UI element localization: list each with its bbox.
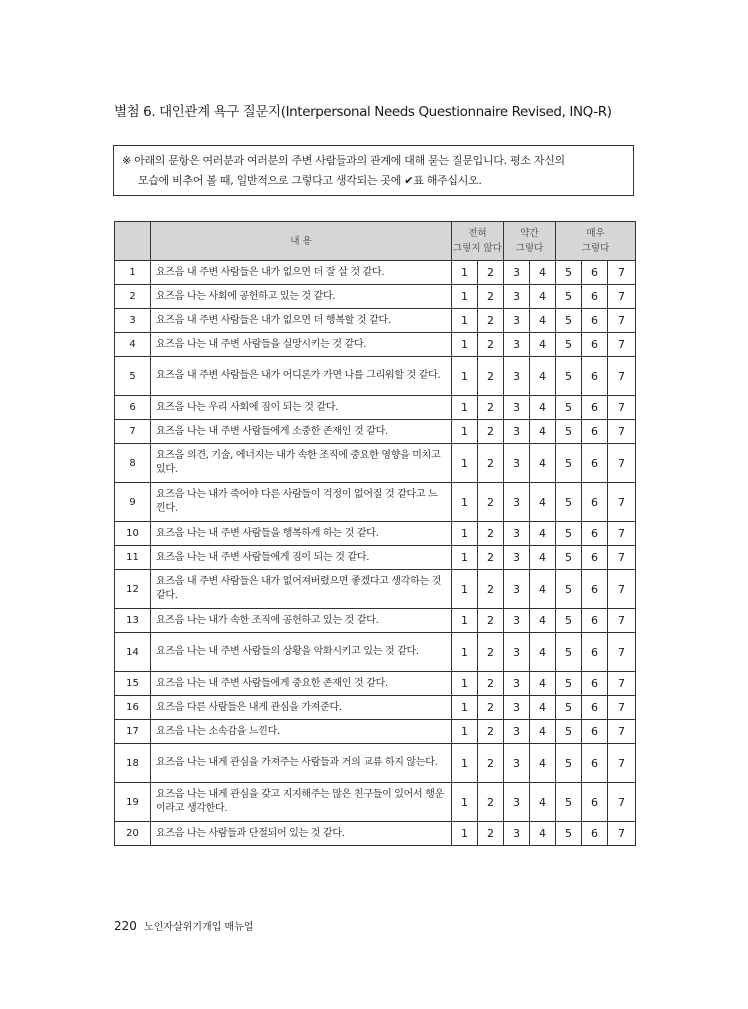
scale-option-3[interactable]: 3: [504, 546, 530, 570]
scale-option-7[interactable]: 7: [608, 261, 636, 285]
scale-option-1[interactable]: 1: [452, 609, 478, 633]
scale-option-4[interactable]: 4: [530, 357, 556, 396]
scale-option-1[interactable]: 1: [452, 546, 478, 570]
header-scale-high: [556, 222, 636, 261]
scale-option-3[interactable]: 3: [504, 720, 530, 744]
scale-option-5[interactable]: 5: [556, 609, 582, 633]
scale-option-1[interactable]: 1: [452, 309, 478, 333]
scale-option-4[interactable]: 4: [530, 420, 556, 444]
scale-option-7[interactable]: 7: [608, 333, 636, 357]
page-number: 220: [114, 919, 137, 933]
scale-option-2[interactable]: 2: [478, 609, 504, 633]
table-row: [115, 285, 636, 309]
scale-option-1[interactable]: 1: [452, 261, 478, 285]
scale-option-4[interactable]: 4: [530, 522, 556, 546]
scale-option-2[interactable]: 2: [478, 822, 504, 846]
scale-option-1[interactable]: 1: [452, 672, 478, 696]
scale-option-6[interactable]: 6: [582, 546, 608, 570]
scale-option-2[interactable]: 2: [478, 333, 504, 357]
scale-option-5[interactable]: 5: [556, 672, 582, 696]
item-number: 11: [115, 546, 151, 570]
scale-option-1[interactable]: 1: [452, 570, 478, 609]
scale-option-4[interactable]: 4: [530, 546, 556, 570]
scale-option-7[interactable]: 7: [608, 570, 636, 609]
item-statement: 요즈음 나는 내 주변 사람들에게 짐이 되는 것 같다.: [151, 546, 452, 570]
scale-option-4[interactable]: 4: [530, 696, 556, 720]
scale-option-2[interactable]: 2: [478, 672, 504, 696]
scale-option-2[interactable]: 2: [478, 522, 504, 546]
scale-option-3[interactable]: 3: [504, 261, 530, 285]
item-number: 9: [115, 483, 151, 522]
scale-option-3[interactable]: 3: [504, 309, 530, 333]
item-number: 7: [115, 420, 151, 444]
scale-option-2[interactable]: 2: [478, 285, 504, 309]
scale-option-7[interactable]: 7: [608, 420, 636, 444]
scale-option-6[interactable]: 6: [582, 633, 608, 672]
scale-option-2[interactable]: 2: [478, 420, 504, 444]
item-number: 18: [115, 744, 151, 783]
table-row: [115, 720, 636, 744]
scale-option-5[interactable]: 5: [556, 744, 582, 783]
scale-option-1[interactable]: 1: [452, 822, 478, 846]
item-number: 4: [115, 333, 151, 357]
scale-option-7[interactable]: 7: [608, 744, 636, 783]
scale-option-7[interactable]: 7: [608, 357, 636, 396]
scale-option-2[interactable]: 2: [478, 444, 504, 483]
scale-option-4[interactable]: 4: [530, 444, 556, 483]
scale-option-3[interactable]: 3: [504, 285, 530, 309]
scale-option-4[interactable]: 4: [530, 672, 556, 696]
scale-option-1[interactable]: 1: [452, 285, 478, 309]
scale-option-2[interactable]: 2: [478, 570, 504, 609]
scale-option-3[interactable]: 3: [504, 696, 530, 720]
scale-option-1[interactable]: 1: [452, 783, 478, 822]
scale-option-7[interactable]: 7: [608, 720, 636, 744]
scale-option-5[interactable]: 5: [556, 822, 582, 846]
scale-option-1[interactable]: 1: [452, 396, 478, 420]
table-row: [115, 420, 636, 444]
scale-option-5[interactable]: 5: [556, 633, 582, 672]
scale-option-7[interactable]: 7: [608, 822, 636, 846]
item-statement: 요즈음 나는 내 주변 사람들에게 소중한 존재인 것 같다.: [151, 420, 452, 444]
header-scale-mid: [504, 222, 556, 261]
check-mark-icon: ✔: [404, 174, 414, 187]
table-row: [115, 633, 636, 672]
table-row: [115, 696, 636, 720]
table-row: [115, 609, 636, 633]
item-number: 20: [115, 822, 151, 846]
scale-option-5[interactable]: 5: [556, 522, 582, 546]
scale-option-6[interactable]: 6: [582, 720, 608, 744]
item-statement: 요즈음 나는 내 주변 사람들을 행복하게 하는 것 같다.: [151, 522, 452, 546]
item-statement: 요즈음 내 주변 사람들은 내가 어디론가 가면 나를 그리워할 것 같다.: [151, 357, 452, 396]
scale-option-6[interactable]: 6: [582, 285, 608, 309]
header-scale-low: [452, 222, 504, 261]
scale-option-1[interactable]: 1: [452, 357, 478, 396]
instruction-line-1: ※ 아래의 문항은 여러분과 여러분의 주변 사람들과의 관계에 대해 묻는 질문입니다. 평소 자신의: [122, 154, 565, 167]
instruction-line-2-text: 모습에 비추어 볼 때, 일반적으로 그렇다고 생각되는 곳에: [138, 174, 402, 187]
scale-option-5[interactable]: 5: [556, 261, 582, 285]
scale-option-6[interactable]: 6: [582, 396, 608, 420]
scale-option-4[interactable]: 4: [530, 483, 556, 522]
scale-option-5[interactable]: 5: [556, 333, 582, 357]
scale-option-1[interactable]: 1: [452, 483, 478, 522]
table-row: [115, 672, 636, 696]
scale-option-2[interactable]: 2: [478, 546, 504, 570]
scale-option-3[interactable]: 3: [504, 444, 530, 483]
scale-option-5[interactable]: 5: [556, 420, 582, 444]
item-statement: 요즈음 다른 사람들은 내게 관심을 가져준다.: [151, 696, 452, 720]
item-number: 10: [115, 522, 151, 546]
scale-option-1[interactable]: 1: [452, 720, 478, 744]
item-number: 12: [115, 570, 151, 609]
item-number: 15: [115, 672, 151, 696]
scale-option-6[interactable]: 6: [582, 609, 608, 633]
header-scale-low-top: 전혀: [468, 228, 487, 239]
scale-option-2[interactable]: 2: [478, 261, 504, 285]
scale-option-3[interactable]: 3: [504, 633, 530, 672]
scale-option-5[interactable]: 5: [556, 720, 582, 744]
scale-option-2[interactable]: 2: [478, 357, 504, 396]
scale-option-6[interactable]: 6: [582, 783, 608, 822]
scale-option-6[interactable]: 6: [582, 696, 608, 720]
item-statement: 요즈음 나는 내 주변 사람들을 실망시키는 것 같다.: [151, 333, 452, 357]
scale-option-6[interactable]: 6: [582, 261, 608, 285]
item-statement: 요즈음 나는 사회에 공헌하고 있는 것 같다.: [151, 285, 452, 309]
scale-option-3[interactable]: 3: [504, 744, 530, 783]
scale-option-4[interactable]: 4: [530, 822, 556, 846]
scale-option-4[interactable]: 4: [530, 744, 556, 783]
scale-option-5[interactable]: 5: [556, 546, 582, 570]
item-statement: 요즈음 나는 내게 관심을 갖고 지지해주는 많은 친구들이 있어서 행운이라고 생각한다.: [151, 783, 452, 822]
scale-option-3[interactable]: 3: [504, 609, 530, 633]
item-statement: 요즈음 나는 사람들과 단절되어 있는 것 같다.: [151, 822, 452, 846]
instruction-box: [113, 145, 634, 196]
table-row: [115, 309, 636, 333]
scale-option-5[interactable]: 5: [556, 570, 582, 609]
scale-option-5[interactable]: 5: [556, 357, 582, 396]
scale-option-4[interactable]: 4: [530, 396, 556, 420]
page-title: 별첨 6. 대인관계 욕구 질문지(Interpersonal Needs Questionnaire Revised, INQ-R): [114, 104, 612, 120]
scale-option-2[interactable]: 2: [478, 309, 504, 333]
item-statement: 요즈음 내 주변 사람들은 내가 없어져버렸으면 좋겠다고 생각하는 것 같다.: [151, 570, 452, 609]
item-statement: 요즈음 나는 내 주변 사람들에게 중요한 존재인 것 같다.: [151, 672, 452, 696]
page-footer: [114, 918, 254, 933]
table-row: [115, 444, 636, 483]
scale-option-1[interactable]: 1: [452, 744, 478, 783]
scale-option-3[interactable]: 3: [504, 357, 530, 396]
scale-option-5[interactable]: 5: [556, 696, 582, 720]
scale-option-1[interactable]: 1: [452, 420, 478, 444]
scale-option-7[interactable]: 7: [608, 696, 636, 720]
item-number: 1: [115, 261, 151, 285]
questionnaire-body: [115, 261, 636, 846]
instruction-line-2: [122, 171, 627, 191]
scale-option-3[interactable]: 3: [504, 783, 530, 822]
scale-option-7[interactable]: 7: [608, 633, 636, 672]
table-row: [115, 396, 636, 420]
scale-option-3[interactable]: 3: [504, 822, 530, 846]
scale-option-4[interactable]: 4: [530, 633, 556, 672]
scale-option-4[interactable]: 4: [530, 309, 556, 333]
scale-option-4[interactable]: 4: [530, 333, 556, 357]
scale-option-7[interactable]: 7: [608, 522, 636, 546]
scale-option-1[interactable]: 1: [452, 696, 478, 720]
table-row: [115, 522, 636, 546]
scale-option-1[interactable]: 1: [452, 522, 478, 546]
scale-option-4[interactable]: 4: [530, 609, 556, 633]
table-row: [115, 333, 636, 357]
scale-option-5[interactable]: 5: [556, 483, 582, 522]
item-number: 19: [115, 783, 151, 822]
footer-title: 노인자살위기개입 매뉴얼: [144, 922, 254, 933]
scale-option-7[interactable]: 7: [608, 285, 636, 309]
scale-option-4[interactable]: 4: [530, 570, 556, 609]
item-number: 13: [115, 609, 151, 633]
scale-option-6[interactable]: 6: [582, 570, 608, 609]
scale-option-7[interactable]: 7: [608, 309, 636, 333]
scale-option-7[interactable]: 7: [608, 609, 636, 633]
item-statement: 요즈음 내 주변 사람들은 내가 없으면 더 행복할 것 같다.: [151, 309, 452, 333]
scale-option-2[interactable]: 2: [478, 696, 504, 720]
scale-option-7[interactable]: 7: [608, 444, 636, 483]
scale-option-3[interactable]: 3: [504, 420, 530, 444]
item-statement: 요즈음 내 주변 사람들은 내가 없으면 더 잘 살 것 같다.: [151, 261, 452, 285]
scale-option-6[interactable]: 6: [582, 672, 608, 696]
scale-option-3[interactable]: 3: [504, 333, 530, 357]
instruction-line-2-end: 표 해주십시오.: [413, 174, 482, 187]
item-number: 16: [115, 696, 151, 720]
scale-option-4[interactable]: 4: [530, 285, 556, 309]
scale-option-6[interactable]: 6: [582, 744, 608, 783]
scale-option-6[interactable]: 6: [582, 483, 608, 522]
scale-option-6[interactable]: 6: [582, 357, 608, 396]
item-statement: 요즈음 나는 소속감을 느낀다.: [151, 720, 452, 744]
scale-option-5[interactable]: 5: [556, 783, 582, 822]
scale-option-7[interactable]: 7: [608, 783, 636, 822]
scale-option-7[interactable]: 7: [608, 396, 636, 420]
scale-option-1[interactable]: 1: [452, 633, 478, 672]
scale-option-4[interactable]: 4: [530, 783, 556, 822]
scale-option-7[interactable]: 7: [608, 546, 636, 570]
scale-option-3[interactable]: 3: [504, 483, 530, 522]
scale-option-5[interactable]: 5: [556, 309, 582, 333]
header-scale-low-bottom: 그렇지 않다: [453, 243, 502, 254]
scale-option-2[interactable]: 2: [478, 633, 504, 672]
item-number: 17: [115, 720, 151, 744]
scale-option-6[interactable]: 6: [582, 444, 608, 483]
scale-option-4[interactable]: 4: [530, 720, 556, 744]
scale-option-6[interactable]: 6: [582, 420, 608, 444]
scale-option-7[interactable]: 7: [608, 483, 636, 522]
item-statement: 요즈음 나는 우리 사회에 짐이 되는 것 같다.: [151, 396, 452, 420]
scale-option-6[interactable]: 6: [582, 333, 608, 357]
item-number: 5: [115, 357, 151, 396]
item-statement: 요즈음 나는 내게 관심을 가져주는 사람들과 거의 교류 하지 않는다.: [151, 744, 452, 783]
item-number: 2: [115, 285, 151, 309]
header-number-cell: [115, 222, 151, 261]
scale-option-5[interactable]: 5: [556, 396, 582, 420]
scale-option-3[interactable]: 3: [504, 570, 530, 609]
item-number: 3: [115, 309, 151, 333]
scale-option-1[interactable]: 1: [452, 333, 478, 357]
header-scale-mid-bottom: 그렇다: [515, 243, 544, 254]
scale-option-2[interactable]: 2: [478, 744, 504, 783]
scale-option-4[interactable]: 4: [530, 261, 556, 285]
scale-option-6[interactable]: 6: [582, 822, 608, 846]
item-statement: 요즈음 나는 내 주변 사람들의 상황을 악화시키고 있는 것 같다.: [151, 633, 452, 672]
table-row: [115, 546, 636, 570]
scale-option-2[interactable]: 2: [478, 396, 504, 420]
header-scale-mid-top: 약간: [520, 228, 539, 239]
questionnaire-table: [114, 221, 636, 846]
scale-option-7[interactable]: 7: [608, 672, 636, 696]
table-row: [115, 261, 636, 285]
item-number: 6: [115, 396, 151, 420]
item-statement: 요즈음 나는 내가 죽어야 다른 사람들이 걱정이 없어질 것 같다고 느낀다.: [151, 483, 452, 522]
scale-option-2[interactable]: 2: [478, 483, 504, 522]
scale-option-6[interactable]: 6: [582, 309, 608, 333]
scale-option-2[interactable]: 2: [478, 720, 504, 744]
scale-option-3[interactable]: 3: [504, 396, 530, 420]
header-scale-high-top: 매우: [586, 228, 605, 239]
scale-option-1[interactable]: 1: [452, 444, 478, 483]
item-number: 8: [115, 444, 151, 483]
table-row: [115, 822, 636, 846]
scale-option-5[interactable]: 5: [556, 444, 582, 483]
item-statement: 요즈음 의견, 기술, 에너지는 내가 속한 조직에 중요한 영향을 미치고 있다.: [151, 444, 452, 483]
scale-option-6[interactable]: 6: [582, 522, 608, 546]
table-row: [115, 570, 636, 609]
table-row: [115, 783, 636, 822]
scale-option-2[interactable]: 2: [478, 783, 504, 822]
scale-option-5[interactable]: 5: [556, 285, 582, 309]
header-scale-high-bottom: 그렇다: [581, 243, 610, 254]
table-row: [115, 744, 636, 783]
item-number: 14: [115, 633, 151, 672]
table-row: [115, 357, 636, 396]
header-content: 내 용: [151, 222, 452, 261]
scale-option-3[interactable]: 3: [504, 522, 530, 546]
table-row: [115, 483, 636, 522]
item-statement: 요즈음 나는 내가 속한 조직에 공헌하고 있는 것 같다.: [151, 609, 452, 633]
table-header-row: [115, 222, 636, 261]
scale-option-3[interactable]: 3: [504, 672, 530, 696]
